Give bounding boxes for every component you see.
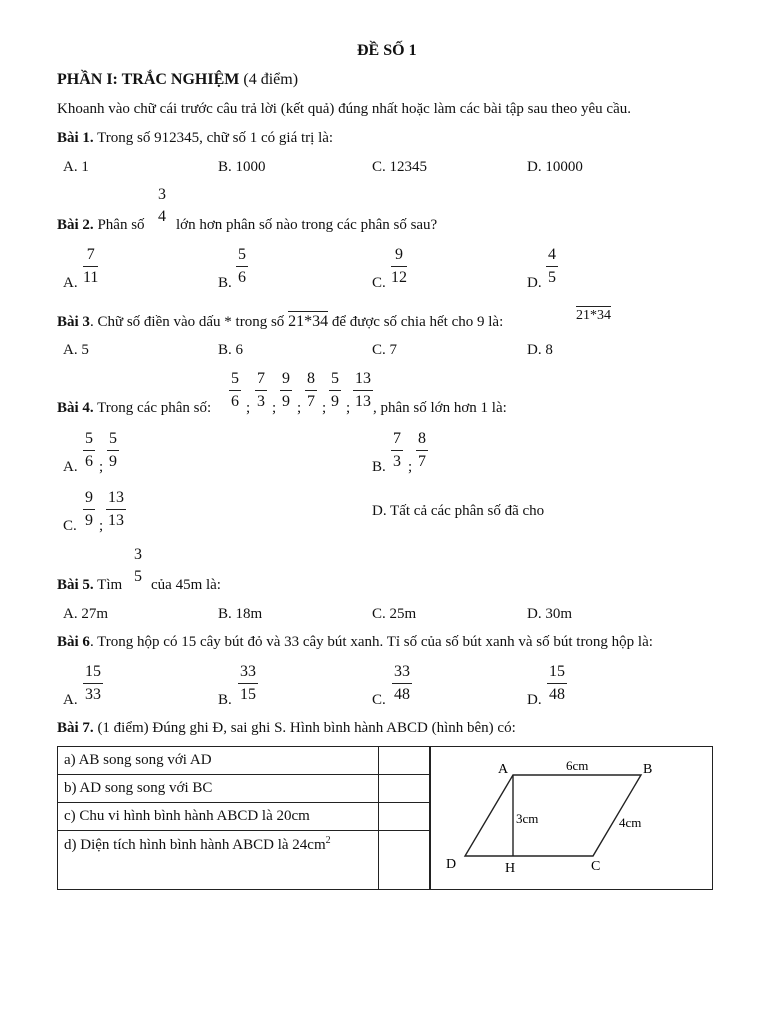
answer-cell[interactable] [378,803,429,831]
vertex-a-label: A [498,762,509,777]
q5-option-c[interactable]: C. 25m [372,606,417,622]
q4-option-a-frac-1[interactable] [83,431,95,470]
q6-label: Bài 6 [57,634,90,650]
q3-label: Bài 3 [57,314,90,330]
q4-fraction-num: 5 [229,371,241,391]
q4-fraction-6 [353,371,373,410]
q4-fraction-num: 13 [353,371,373,391]
q7-text [57,720,516,737]
q4-separator: ; [246,400,251,416]
q6-option-a-num: 15 [83,664,103,684]
q2-option-a[interactable] [83,247,98,286]
q5-pre: Tìm [97,577,123,593]
q5-label: Bài 5. [57,577,94,593]
q5-text-post: của 45m là: [151,577,221,593]
q5-option-a[interactable]: A. 27m [63,606,108,622]
q2-option-c-den: 12 [391,269,407,286]
q4-fraction-den: 3 [257,393,265,410]
q4-separator: ; [322,400,327,416]
q4-option-d[interactable]: D. Tất cả các phân số đã cho [372,503,545,519]
q4-label: Bài 4. [57,400,94,416]
q5-fraction-num: 3 [134,546,142,563]
table-row [58,775,430,803]
q4-fraction-2 [255,371,267,410]
q4-pre: Trong các phân số: [97,400,212,416]
q2-label: Bài 2. [57,217,94,233]
superscript: 2 [325,835,331,846]
q6-option-a-letter[interactable]: A. [63,692,78,708]
q2-option-c-num: 9 [391,247,407,267]
q2-option-b[interactable] [236,247,248,286]
q3-text [57,313,503,331]
fraction-num: 5 [83,431,95,451]
q2-option-a-den: 11 [83,269,99,286]
q3-option-d[interactable]: D. 8 [527,342,553,358]
q1-option-c[interactable]: C. 12345 [372,159,428,175]
q3-option-a[interactable]: A. 5 [63,342,89,358]
q6-option-c-num: 33 [392,664,412,684]
page-title: ĐỀ SỐ 1 [357,42,417,59]
q3-pre: . Chữ số điền vào dấu * trong số [89,314,285,330]
q3-option-c[interactable]: C. 7 [372,342,398,358]
q6-option-d-letter[interactable]: D. [527,692,542,708]
q1-option-a[interactable]: A. 1 [63,159,89,175]
q4-text-pre [57,400,211,417]
q4-separator: ; [99,518,104,534]
q4-separator: ; [346,400,351,416]
q1-option-d[interactable]: D. 10000 [527,159,583,175]
q4-separator: ; [99,459,104,475]
height-length-label: 3cm [516,811,539,826]
q4-option-b-frac-1[interactable] [391,431,403,470]
q4-fraction-1 [229,371,241,410]
side-length-label: 4cm [619,815,642,830]
fraction-den: 9 [85,512,93,529]
q4-option-b-frac-2[interactable] [416,431,428,470]
q4-fraction-num: 5 [329,371,341,391]
q2-option-d-letter[interactable]: D. [527,275,542,291]
q4-fraction-num: 7 [255,371,267,391]
statement-cell: c) Chu vi hình bình hành ABCD là 20cm [58,803,379,831]
statement-text: d) Diện tích hình bình hành ABCD là 24cm [64,837,326,853]
parallelogram-diagram [431,747,712,889]
fraction-num: 8 [416,431,428,451]
q4-separator: ; [272,400,277,416]
q6-option-d[interactable] [547,664,567,703]
part-heading [57,71,298,89]
q6-option-c-letter[interactable]: C. [372,692,386,708]
q2-option-a-num: 7 [83,247,98,267]
q4-fraction-den: 9 [282,393,290,410]
q5-option-d[interactable]: D. 30m [527,606,572,622]
part-label: PHẦN I: TRẮC NGHIỆM [57,71,240,88]
q6-question: . Trong hộp có 15 cây bút đỏ và 33 cây bút xanh. Tỉ số của số bút xanh và số bút trong hộp là: [89,634,653,650]
vertex-d-label: D [446,857,457,872]
q6-option-b-den: 15 [240,686,256,703]
q4-option-c-letter[interactable]: C. [63,518,77,534]
q4-option-b-letter[interactable]: B. [372,459,386,475]
q5-option-b[interactable]: B. 18m [218,606,263,622]
statement-cell: b) AD song song với BC [58,775,379,803]
answer-cell[interactable] [378,831,429,890]
fraction-num: 13 [106,490,126,510]
q6-option-d-num: 15 [547,664,567,684]
true-false-table [57,746,430,890]
q1-option-b[interactable]: B. 1000 [218,159,266,175]
q2-option-b-num: 5 [236,247,248,267]
q3-number: 21*34 [288,313,329,330]
q3-aside-number: 21*34 [576,308,611,323]
q6-option-b[interactable] [238,664,258,703]
vertex-b-label: B [643,762,653,777]
fraction-num: 5 [107,431,119,451]
q1-label: Bài 1. [57,130,94,146]
q3-option-b[interactable]: B. 6 [218,342,244,358]
q6-option-c[interactable] [392,664,412,703]
part-points: (4 điểm) [243,71,299,88]
q5-text-pre [57,577,122,594]
q1-question: Trong số 912345, chữ số 1 có giá trị là: [97,130,334,146]
q4-text-post: , phân số lớn hơn 1 là: [373,400,507,416]
top-length-label: 6cm [566,758,589,773]
q4-option-a-frac-2[interactable] [107,431,119,470]
q2-fraction [156,187,168,225]
fraction-num: 7 [391,431,403,451]
q7-label: Bài 7. [57,720,94,736]
q6-option-b-letter[interactable]: B. [218,692,232,708]
q6-option-a-den: 33 [85,686,101,703]
fraction-den: 9 [109,453,117,470]
q4-separator: ; [297,400,302,416]
q2-option-d[interactable] [546,247,558,286]
fraction-den: 13 [108,512,124,529]
fraction-den: 6 [85,453,93,470]
q4-fraction-den: 6 [231,393,239,410]
answer-cell[interactable] [378,775,429,803]
q4-separator: ; [408,459,413,475]
q4-fraction-num: 9 [280,371,292,391]
q2-option-c-letter[interactable]: C. [372,275,386,291]
q4-fraction-4 [305,371,317,410]
q4-fraction-5 [329,371,341,410]
q6-text [57,634,653,651]
q7-question: (1 điểm) Đúng ghi Đ, sai ghi S. Hình bình hành ABCD (hình bên) có: [97,720,516,736]
parallelogram-shape [465,775,641,856]
statement-cell [58,831,379,890]
table-row [58,803,430,831]
fraction-den: 3 [393,453,401,470]
q6-option-a[interactable] [83,664,103,703]
q6-option-d-den: 48 [549,686,565,703]
fraction-num: 9 [83,490,95,510]
q2-text-post: lớn hơn phân số nào trong các phân số sau? [176,217,438,233]
q6-option-b-num: 33 [238,664,258,684]
parallelogram-figure [430,746,713,890]
q3-post: để được số chia hết cho 9 là: [331,314,504,330]
q4-option-c-frac-1[interactable] [83,490,95,529]
q4-fraction-3 [280,371,292,410]
q4-option-c-frac-2[interactable] [106,490,126,529]
q6-option-c-den: 48 [394,686,410,703]
q4-fraction-num: 8 [305,371,317,391]
q2-option-c[interactable] [391,247,407,286]
q2-text-pre [57,217,145,234]
table-row [58,747,430,775]
foot-h-label: H [505,861,516,876]
statement-cell: a) AB song song với AD [58,747,379,775]
q5-fraction-den: 5 [134,568,142,585]
fraction-den: 7 [418,453,426,470]
instruction: Khoanh vào chữ cái trước câu trả lời (kết quả) đúng nhất hoặc làm các bài tập sau theo yêu cầu. [57,101,631,117]
q2-fraction-num: 3 [158,186,166,203]
q1-text [57,130,333,147]
q2-pre: Phân số [97,217,145,233]
q2-option-d-den: 5 [548,269,556,286]
q4-option-a-letter[interactable]: A. [63,459,78,475]
q4-fraction-den: 7 [307,393,315,410]
q5-fraction [132,547,144,585]
vertex-c-label: C [591,859,601,874]
q2-fraction-den: 4 [158,208,166,225]
table-row [58,831,430,890]
q2-option-b-letter[interactable]: B. [218,275,232,291]
q4-fraction-den: 13 [355,393,371,410]
q4-fraction-den: 9 [331,393,339,410]
q2-option-d-num: 4 [546,247,558,267]
answer-cell[interactable] [378,747,429,775]
q2-option-b-den: 6 [238,269,246,286]
q2-option-a-letter[interactable]: A. [63,275,78,291]
